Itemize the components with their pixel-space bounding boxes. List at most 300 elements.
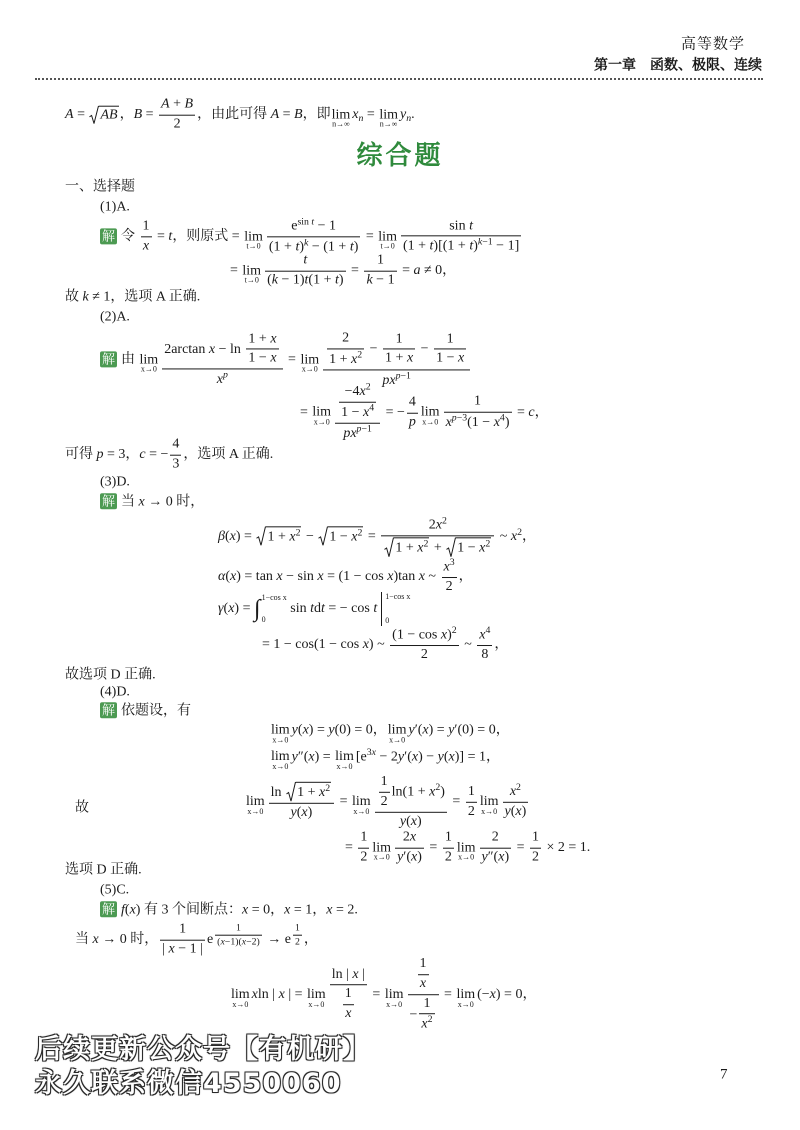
math-text: 3 (172, 456, 180, 472)
fraction (162, 331, 282, 389)
superscript (442, 515, 447, 526)
denominator (343, 1005, 354, 1023)
math-text: ) = (428, 722, 449, 738)
square-root (446, 538, 491, 558)
numerator (390, 626, 459, 646)
numerator (339, 383, 376, 403)
limit-operator: lim (420, 405, 440, 421)
numerator (159, 97, 195, 116)
math-variable: x (92, 932, 99, 948)
math-text: d (313, 601, 321, 617)
math-text: − 1 | (174, 941, 203, 957)
math-text: ) (299, 239, 305, 255)
math-text: sin (286, 601, 311, 617)
math-text: (1 + (402, 239, 430, 255)
numerator (401, 218, 521, 237)
question-4-limits-line-1 (270, 721, 510, 744)
math-variable: t (295, 239, 300, 255)
math-text: 1 − (248, 350, 271, 366)
numerator (330, 967, 367, 986)
numerator (408, 956, 439, 995)
integral-upper-limit: 1−cos x (261, 593, 287, 602)
math-variable: x (278, 987, 285, 1003)
math-text: 1 (360, 829, 368, 845)
carried-over-equation (65, 97, 415, 134)
math-text: | = (284, 987, 307, 1003)
math-text: ′(0) = 0， (454, 722, 510, 738)
denominator (442, 578, 457, 596)
fraction (383, 331, 415, 368)
numerator (379, 774, 390, 793)
fraction (364, 253, 396, 290)
math-text: 1 (395, 331, 403, 347)
superscript (485, 539, 490, 550)
denominator (480, 849, 512, 867)
numerator (293, 922, 302, 936)
math-variable: x (411, 749, 419, 765)
question-3-beta-equation (218, 516, 536, 557)
superscript (358, 527, 363, 538)
math-variable: x (510, 529, 518, 545)
math-text: = 1 − cos(1 − cos (262, 637, 363, 653)
math-text: (0) = 0， (334, 722, 387, 738)
radicand (266, 526, 301, 545)
numerator (141, 219, 152, 238)
math-variable: x (359, 384, 366, 400)
math-text: ) (473, 239, 478, 255)
math-text: ≠ 1，选项 A 正确. (88, 289, 201, 305)
math-variable: y (397, 849, 404, 865)
solution-badge: 解 (102, 493, 116, 509)
chapter-title: 函数、极限、连续 (650, 58, 762, 74)
math-variable: x (228, 601, 235, 617)
math-variable: t (469, 218, 473, 234)
math-text: = (425, 840, 441, 856)
math-text: 2 (295, 526, 301, 538)
limit-subscript: t→0 (246, 241, 261, 251)
numerator (170, 437, 181, 456)
math-variable: x (142, 238, 150, 254)
math-text: 2 (485, 538, 491, 550)
math-text: − sin (282, 569, 318, 585)
math-text: → 0 时， (144, 494, 205, 510)
superscript (369, 403, 374, 414)
math-text: 1 (446, 331, 454, 347)
integral-lower-limit: 0 (261, 615, 266, 624)
math-variable: px (382, 372, 396, 388)
math-text: − (409, 1007, 418, 1023)
fraction (466, 784, 477, 821)
math-text: ( (124, 902, 130, 918)
question-1-label: (1)A. (100, 199, 130, 215)
math-text: 1 (380, 773, 388, 789)
math-text: ) = (235, 529, 256, 545)
question-2-conclusion (65, 437, 273, 474)
math-text: 2arctan (164, 341, 209, 357)
question-3-label: (3)D. (100, 474, 130, 490)
numerator (530, 830, 541, 849)
math-text: → e (263, 932, 292, 948)
fraction (503, 783, 529, 821)
numerator (407, 395, 418, 414)
numerator (335, 383, 380, 424)
fraction (375, 774, 447, 830)
math-text: ， (521, 529, 536, 545)
radical-sign-icon (318, 526, 328, 546)
math-text: )[(1 + (433, 239, 470, 255)
math-variable: x (276, 569, 283, 585)
numerator (443, 830, 454, 849)
question-4-calculation-line-1 (245, 774, 530, 830)
math-variable: p (451, 412, 457, 424)
watermark-line-1: 后续更新公众号【有机研】 (35, 1034, 371, 1066)
math-text: − 1] (492, 239, 520, 255)
limit-operator: lim (231, 987, 250, 1003)
radicand (99, 105, 118, 123)
fraction (419, 996, 434, 1034)
fraction (407, 395, 418, 432)
math-variable: x (422, 722, 429, 738)
math-text: ) (504, 415, 510, 431)
limit-operator: lim (379, 107, 398, 123)
math-text: e (291, 218, 298, 234)
limit-subscript: t→0 (244, 275, 259, 285)
math-variable: t (373, 601, 378, 617)
math-variable: t (168, 229, 173, 245)
math-text: )] = 1， (454, 749, 500, 765)
limit (335, 748, 354, 771)
math-variable: k (477, 236, 483, 248)
superscript (366, 382, 371, 393)
limit (300, 351, 320, 374)
math-text: × 2 = 1. (543, 840, 591, 856)
math-variable: x (216, 372, 224, 388)
math-text: = 3， (103, 447, 140, 463)
integral-limits (262, 593, 287, 625)
limit (352, 793, 371, 816)
square-root (89, 105, 118, 124)
limit-operator: lim (331, 107, 351, 123)
math-text: 1 (444, 829, 452, 845)
math-text: 2 (420, 647, 428, 663)
math-variable: x (270, 331, 277, 347)
integral (254, 593, 287, 625)
numerator (246, 331, 278, 350)
radicand (456, 538, 491, 557)
math-text: 2 (467, 803, 475, 819)
question-2-solution-line-1 (100, 330, 472, 389)
limit-operator: lim (139, 352, 159, 368)
math-text: e (206, 932, 214, 948)
math-text: 2 (451, 625, 457, 637)
math-variable: y (397, 749, 405, 765)
numerator (381, 516, 494, 536)
question-3-alpha-equation (218, 558, 473, 596)
fraction (170, 437, 181, 474)
math-text: 2 (444, 849, 452, 865)
numerator (327, 330, 364, 349)
math-variable: p (96, 447, 104, 463)
question-1-conclusion (65, 288, 200, 306)
math-text: 2 (517, 526, 522, 538)
fraction (327, 330, 364, 368)
math-text: 1 − (457, 540, 480, 556)
math-variable: k (366, 272, 373, 288)
math-variable: x (317, 569, 324, 585)
question-4-label: (4)D. (100, 684, 130, 700)
limit (271, 748, 290, 771)
math-variable: x (362, 637, 369, 653)
math-text: 2 (402, 829, 410, 845)
superscript (516, 782, 521, 793)
math-text: = (153, 229, 169, 245)
denominator (246, 350, 278, 368)
denominator (418, 975, 429, 993)
solution-badge: 解 (102, 228, 116, 244)
math-text: − (302, 529, 318, 545)
math-text: −1 (482, 236, 493, 248)
math-text: 8 (481, 647, 489, 663)
denominator (335, 424, 380, 443)
math-variable: p (223, 369, 228, 381)
math-variable: y (504, 804, 511, 820)
math-variable: x (351, 351, 358, 367)
limit-subscript: x→0 (386, 999, 403, 1009)
math-text: 可得 (65, 447, 97, 463)
question-4-limits-line-2 (270, 747, 500, 771)
math-text: ( (223, 601, 229, 617)
math-text: ) (521, 804, 527, 820)
limit (331, 106, 351, 129)
fraction (293, 922, 302, 949)
fraction (442, 558, 457, 596)
limit (387, 721, 407, 744)
math-variable: B (133, 107, 143, 123)
math-text: 2 (173, 116, 181, 132)
math-text: ( (296, 805, 302, 821)
numerator (419, 996, 434, 1015)
denominator (170, 456, 181, 474)
math-variable: x (410, 813, 418, 829)
solution-badge: 解 (102, 351, 116, 367)
integral-sign: ∫ (253, 596, 261, 622)
fraction (530, 830, 541, 867)
question-4-solution-intro (100, 702, 191, 720)
numerator (444, 394, 512, 413)
numerator (466, 784, 477, 803)
limit (378, 228, 397, 251)
limit-operator: lim (352, 794, 371, 810)
math-text: ) (353, 239, 359, 255)
math-variable: n (406, 113, 412, 125)
math-variable: p (356, 424, 362, 436)
math-variable: x (411, 849, 418, 865)
superscript (223, 370, 228, 381)
math-text: 4 (499, 412, 505, 424)
math-variable: x (440, 627, 448, 643)
fraction (267, 217, 361, 256)
fraction (401, 218, 521, 256)
denominator (327, 349, 364, 368)
math-text: ( (224, 529, 230, 545)
math-text: ) 有 3 个间断点： (135, 902, 242, 918)
math-variable: α (218, 569, 226, 585)
math-variable: x (371, 747, 376, 759)
limit-operator: lim (378, 229, 397, 245)
math-variable: p (395, 370, 401, 382)
fraction (160, 922, 205, 959)
math-variable: x (457, 350, 465, 366)
math-text: = (230, 263, 242, 279)
math-text: − 1 (372, 272, 395, 288)
math-variable: AB (100, 107, 118, 123)
chapter-number: 第一章 (594, 58, 636, 74)
math-text: 1 (179, 921, 187, 937)
math-text: + (169, 96, 185, 112)
denominator (265, 272, 345, 290)
math-text: = − (382, 405, 405, 421)
math-text: 2 (435, 781, 441, 793)
math-text: ′( (404, 749, 412, 765)
limit-subscript: x→0 (458, 852, 475, 862)
numerator (480, 830, 512, 849)
denominator (364, 272, 396, 290)
math-text: = − (145, 447, 169, 463)
evaluation-lower-limit: 0 (385, 616, 390, 625)
math-text: −2) (246, 937, 260, 949)
square-root (384, 538, 429, 558)
limit (246, 793, 265, 816)
math-variable: x (230, 569, 237, 585)
math-text: 4 (485, 625, 491, 637)
math-variable: t (311, 216, 315, 228)
watermark-line-2: 永久联系微信4550060 (35, 1068, 342, 1100)
fraction (269, 782, 334, 822)
limit-subscript: x→0 (373, 852, 390, 862)
superscript (452, 625, 457, 636)
math-variable: y (437, 749, 444, 765)
question-1-solution-line-1 (100, 217, 523, 256)
solution-badge: 解 (102, 702, 116, 718)
math-text: (1 − cos (392, 627, 441, 643)
math-variable: x (289, 529, 296, 545)
radical-sign-icon (89, 105, 99, 124)
math-text: 2 (357, 526, 363, 538)
limit-operator: lim (307, 987, 326, 1003)
denominator (330, 986, 367, 1024)
math-text: + (430, 540, 446, 556)
superscript (450, 557, 455, 568)
math-text: | (162, 941, 169, 957)
limit (456, 839, 476, 862)
math-variable: p (408, 414, 416, 430)
math-text: = (513, 840, 529, 856)
fraction (418, 956, 429, 993)
math-text: = (142, 107, 158, 123)
math-text: = 1， (290, 902, 327, 918)
math-variable: x (498, 849, 505, 865)
solution-badge: 解 (102, 901, 116, 917)
superscript (452, 413, 467, 424)
denominator (293, 936, 302, 949)
math-variable: y (291, 722, 298, 738)
question-3-conclusion: 故选项 D 正确. (65, 667, 156, 683)
math-text: ，即 (302, 107, 331, 123)
math-text: ′( (414, 722, 423, 738)
math-variable: c (528, 405, 535, 421)
math-text: 2 (441, 515, 447, 527)
question-5-xlnx-limit (230, 956, 536, 1034)
math-text: ~ (460, 637, 476, 653)
denominator (381, 537, 494, 558)
fraction (335, 383, 380, 444)
math-variable: f (121, 902, 125, 918)
limit (384, 986, 404, 1009)
math-text: ， (303, 932, 318, 948)
math-text: ( (297, 722, 303, 738)
math-text: ) ~ (368, 637, 389, 653)
superscript (213, 922, 264, 949)
math-variable: t (310, 601, 314, 617)
math-variable: x (479, 627, 486, 643)
math-text: 2 (360, 849, 368, 865)
square-root (256, 526, 301, 546)
math-text: 2 (365, 381, 371, 393)
math-text: 2 (532, 849, 540, 865)
limit (242, 262, 262, 285)
limit-operator: lim (456, 840, 476, 856)
math-text: 1 (467, 783, 475, 799)
denominator (443, 849, 454, 867)
math-variable: c (139, 447, 146, 463)
math-text: 2 (428, 517, 436, 533)
radicand (296, 782, 331, 801)
fraction (434, 331, 466, 368)
math-variable: x (352, 966, 359, 982)
numerator (383, 331, 415, 350)
math-variable: y (291, 749, 298, 765)
math-text: 依题设，有 (121, 703, 192, 719)
math-variable: x (241, 902, 249, 918)
limit-subscript: x→0 (140, 364, 157, 374)
math-text: ~ (496, 529, 511, 545)
math-text: = (336, 794, 351, 810)
question-4-conclusion: 选项 D 正确. (65, 862, 142, 878)
limit-operator: lim (479, 794, 499, 810)
math-text: ，则原式 = (172, 229, 244, 245)
math-variable: x (429, 784, 436, 800)
limit-operator: lim (242, 263, 262, 279)
math-text: −4 (344, 384, 360, 400)
math-variable: A (161, 96, 170, 112)
math-text: = 2. (332, 902, 358, 918)
math-text: ( (225, 569, 231, 585)
superscript (291, 922, 304, 949)
math-text: ln | (257, 987, 279, 1003)
math-text: | (358, 966, 365, 982)
math-variable: n (358, 113, 364, 125)
numerator (162, 331, 282, 370)
superscript (357, 424, 372, 435)
limit-operator: lim (372, 840, 392, 856)
math-text: = (284, 352, 300, 368)
page-number: 7 (720, 1066, 728, 1083)
limit-subscript: x→0 (308, 999, 325, 1009)
math-text: 1 (532, 829, 540, 845)
numerator (269, 782, 334, 804)
math-text: 1 + (297, 785, 319, 801)
math-text: ln (270, 785, 286, 801)
